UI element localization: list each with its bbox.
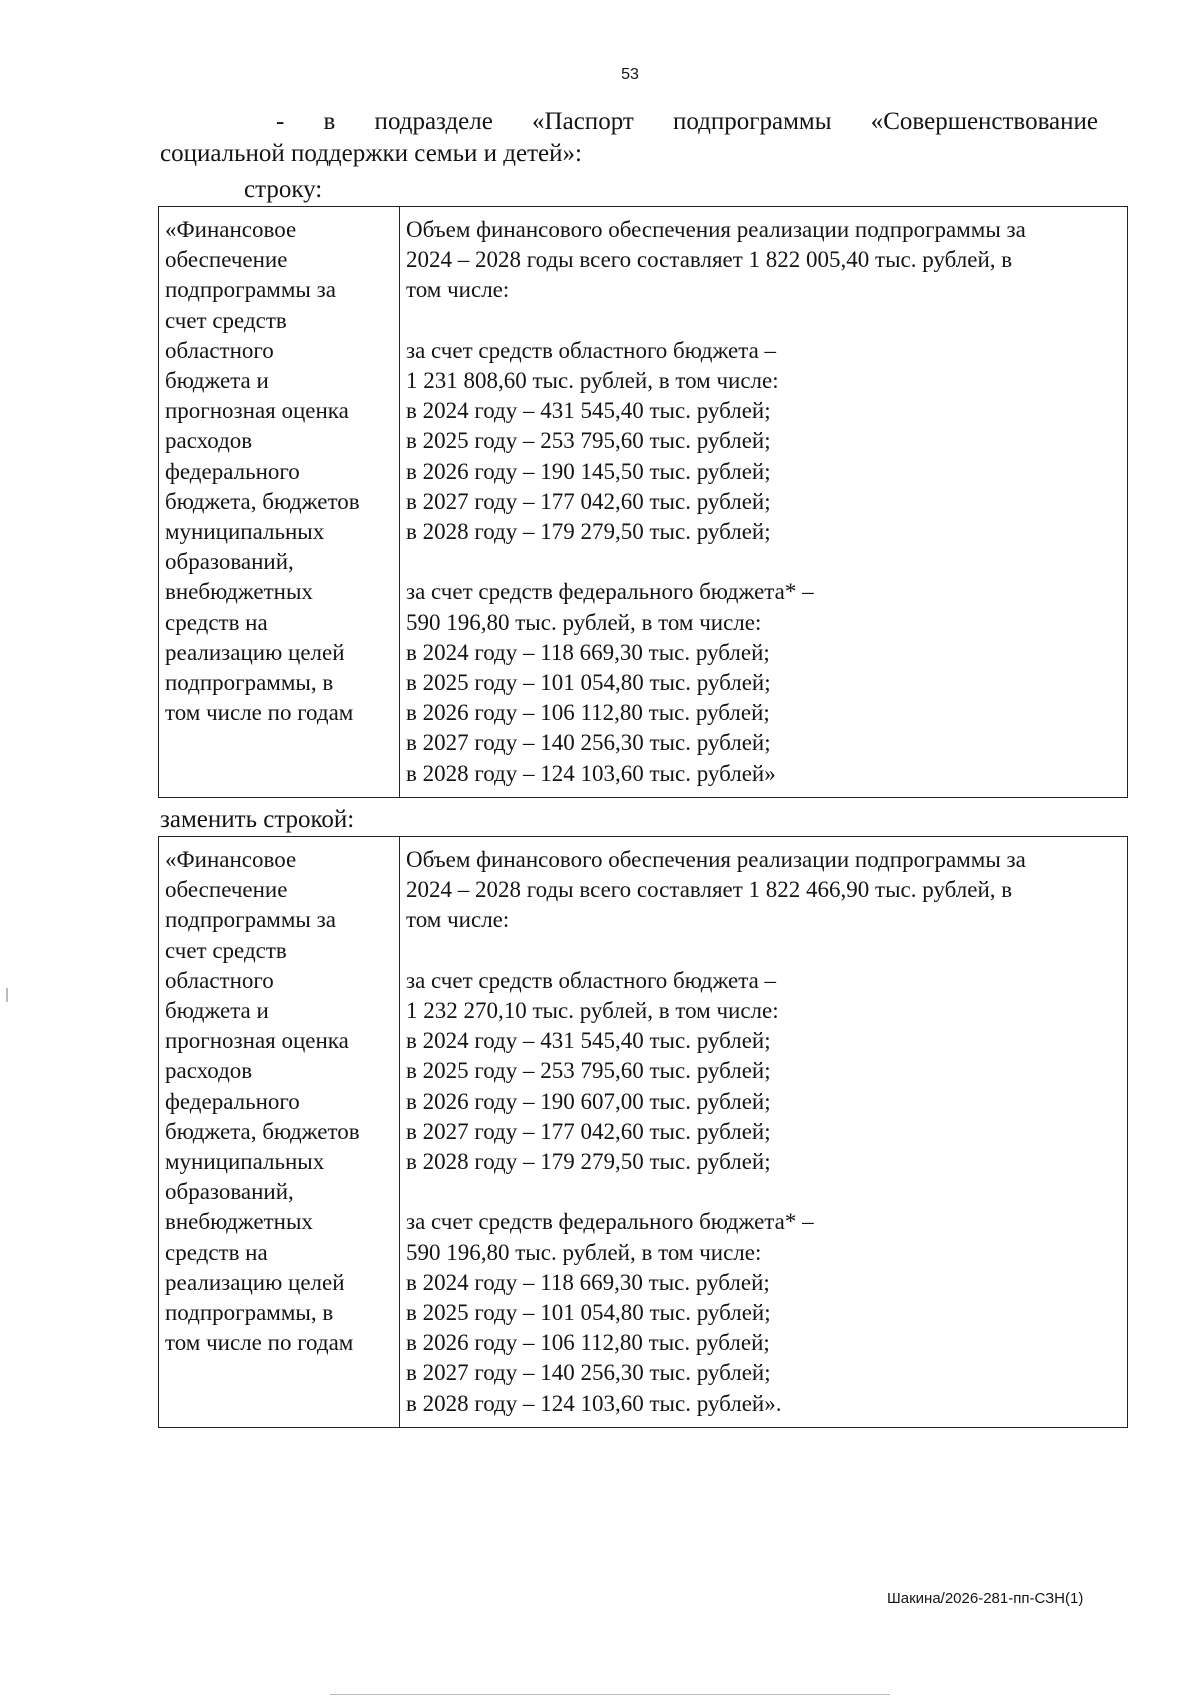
cell-text-line: муниципальных: [165, 519, 325, 545]
cell-text-line: расходов: [165, 1058, 253, 1084]
cell-text-line: бюджета, бюджетов: [165, 488, 360, 514]
cell-text-line: в 2027 году – 177 042,60 тыс. рублей;: [406, 488, 771, 514]
cell-text-line: в 2028 году – 179 279,50 тыс. рублей;: [406, 519, 771, 545]
cell-text-line: «Финансовое: [165, 847, 297, 872]
cell-text-line: обеспечение: [165, 877, 288, 903]
cell-text-line: федерального: [165, 458, 300, 484]
cell-text-line: 2024 – 2028 годы всего составляет 1 822 005,40 тыс. рублей, в: [406, 247, 1013, 273]
scan-edge-line: [330, 1694, 890, 1695]
cell-text-line: образований,: [165, 549, 294, 575]
cell-text-line: областного: [165, 967, 274, 993]
cell-text-line: в 2027 году – 140 256,30 тыс. рублей;: [406, 1360, 771, 1386]
cell-text-line: внебюджетных: [165, 579, 313, 605]
cell-text-line: в 2025 году – 253 795,60 тыс. рублей;: [406, 1058, 771, 1084]
cell-text-line: обеспечение: [165, 247, 288, 273]
old-row-left-cell: [159, 207, 400, 798]
cell-text-line: средств на: [165, 1239, 268, 1265]
intro-paragraph: [160, 106, 1098, 170]
blank-line: [406, 306, 1121, 336]
cell-text-line: в 2024 году – 431 545,40 тыс. рублей;: [406, 1028, 771, 1054]
cell-text-line: прогнозная оценка: [165, 1028, 349, 1054]
cell-text-line: в 2025 году – 253 795,60 тыс. рублей;: [406, 428, 771, 454]
cell-text-line: в 2027 году – 177 042,60 тыс. рублей;: [406, 1118, 771, 1144]
cell-text-line: внебюджетных: [165, 1209, 313, 1235]
blank-line: [406, 936, 1121, 966]
cell-text-line: в 2028 году – 179 279,50 тыс. рублей;: [406, 1149, 771, 1175]
cell-text-line: Объем финансового обеспечения реализации подпрограммы за: [406, 217, 1026, 242]
cell-text-line: в 2026 году – 190 607,00 тыс. рублей;: [406, 1088, 771, 1114]
cell-text-line: в 2024 году – 118 669,30 тыс. рублей;: [406, 1269, 770, 1295]
cell-text-line: бюджета и: [165, 368, 269, 394]
cell-text-line: муниципальных: [165, 1149, 325, 1175]
blank-line: [406, 1177, 1121, 1207]
old-row-table: [158, 206, 1128, 798]
cell-text-line: в 2025 году – 101 054,80 тыс. рублей;: [406, 1300, 771, 1326]
cell-text-line: Объем финансового обеспечения реализации подпрограммы за: [406, 847, 1026, 872]
cell-text-line: за счет средств областного бюджета –: [406, 967, 777, 993]
cell-text-line: расходов: [165, 428, 253, 454]
cell-text-line: за счет средств федерального бюджета* –: [406, 1209, 814, 1235]
cell-text-line: в 2028 году – 124 103,60 тыс. рублей».: [406, 1390, 782, 1416]
old-row-right-cell: [400, 207, 1128, 798]
cell-text-line: в 2025 году – 101 054,80 тыс. рублей;: [406, 670, 771, 696]
cell-text-line: средств на: [165, 609, 268, 635]
cell-text-line: бюджета, бюджетов: [165, 1118, 360, 1144]
cell-text-line: подпрограммы, в: [165, 670, 334, 696]
cell-text-line: федерального: [165, 1088, 300, 1114]
cell-text-line: в 2028 году – 124 103,60 тыс. рублей»: [406, 760, 776, 786]
blank-line: [406, 547, 1121, 577]
new-row-table: [158, 836, 1128, 1428]
cell-text-line: в 2024 году – 431 545,40 тыс. рублей;: [406, 398, 771, 424]
cell-text-line: в 2027 году – 140 256,30 тыс. рублей;: [406, 730, 771, 756]
cell-text-line: реализацию целей: [165, 1269, 345, 1295]
cell-text-line: 590 196,80 тыс. рублей, в том числе:: [406, 1239, 762, 1265]
new-row-right-cell: [400, 837, 1128, 1428]
cell-text-line: подпрограммы, в: [165, 1300, 334, 1326]
cell-text-line: в 2026 году – 190 145,50 тыс. рублей;: [406, 458, 771, 484]
cell-text-line: счет средств: [165, 937, 287, 963]
cell-text-line: том числе по годам: [165, 1330, 354, 1356]
intro-line-2: социальной поддержки семьи и детей»:: [160, 140, 582, 167]
page-number: 53: [621, 66, 639, 83]
cell-text-line: том числе по годам: [165, 700, 354, 726]
cell-text-line: том числе:: [406, 277, 510, 303]
table-row: [159, 837, 1128, 1428]
label-zamenit: заменить строкой:: [160, 806, 355, 833]
new-row-left-cell: [159, 837, 400, 1428]
cell-text-line: бюджета и: [165, 998, 269, 1024]
cell-text-line: 590 196,80 тыс. рублей, в том числе:: [406, 609, 762, 635]
cell-text-line: в 2026 году – 106 112,80 тыс. рублей;: [406, 700, 770, 726]
cell-text-line: за счет средств областного бюджета –: [406, 337, 777, 363]
cell-text-line: счет средств: [165, 307, 287, 333]
cell-text-line: образований,: [165, 1179, 294, 1205]
cell-text-line: в 2026 году – 106 112,80 тыс. рублей;: [406, 1330, 770, 1356]
intro-line-1: - в подразделе «Паспорт подпрограммы «Совершенствование: [276, 108, 1098, 135]
cell-text-line: подпрограммы за: [165, 907, 336, 933]
cell-text-line: том числе:: [406, 907, 510, 933]
cell-text-line: реализацию целей: [165, 639, 345, 665]
cell-text-line: «Финансовое: [165, 217, 297, 242]
cell-text-line: 1 232 270,10 тыс. рублей, в том числе:: [406, 998, 779, 1023]
cell-text-line: 2024 – 2028 годы всего составляет 1 822 466,90 тыс. рублей, в: [406, 877, 1013, 903]
cell-text-line: в 2024 году – 118 669,30 тыс. рублей;: [406, 639, 770, 665]
cell-text-line: за счет средств федерального бюджета* –: [406, 579, 814, 605]
label-stroku: строку:: [244, 176, 323, 203]
table-row: [159, 207, 1128, 798]
scan-mark: [6, 988, 8, 1002]
cell-text-line: областного: [165, 337, 274, 363]
cell-text-line: 1 231 808,60 тыс. рублей, в том числе:: [406, 368, 779, 393]
cell-text-line: прогнозная оценка: [165, 398, 349, 424]
cell-text-line: подпрограммы за: [165, 277, 336, 303]
document-code: Шакина/2026-281-пп-СЗН(1): [887, 1590, 1084, 1607]
